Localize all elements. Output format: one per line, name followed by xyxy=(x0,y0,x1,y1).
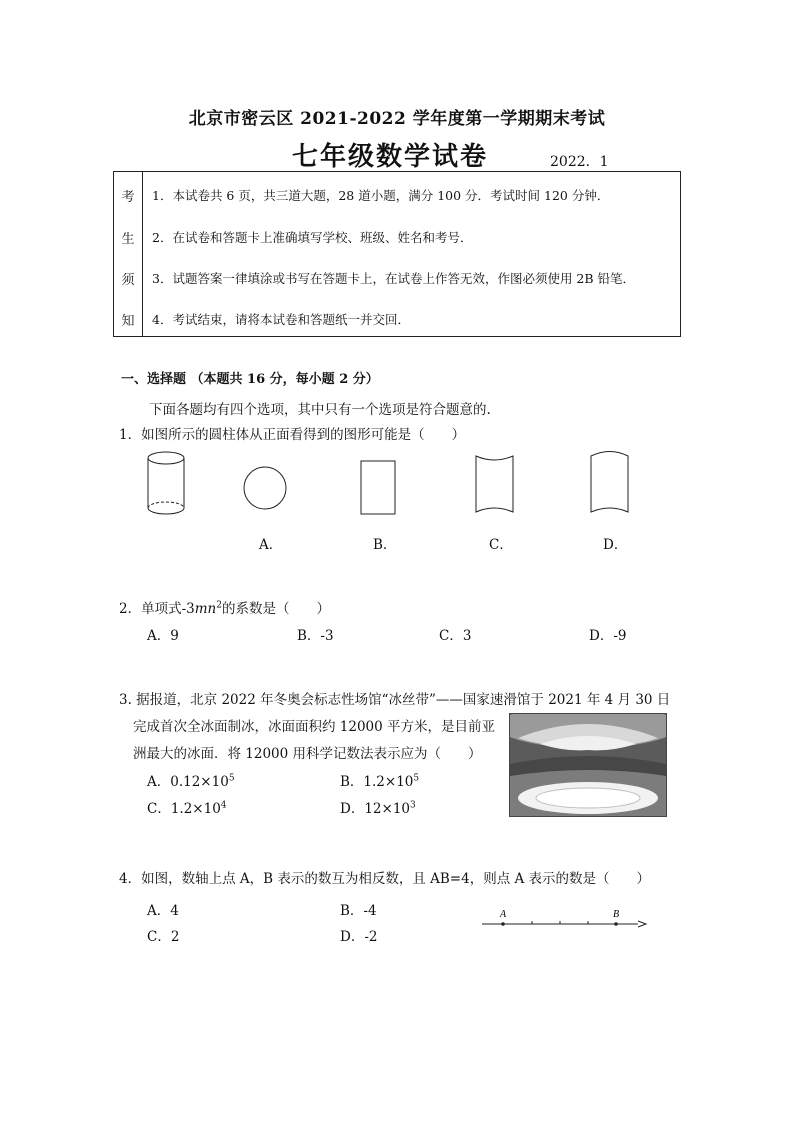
question-2-variable: mn xyxy=(194,601,217,617)
point-b-label: B xyxy=(613,909,620,920)
notice-box xyxy=(113,171,681,337)
option-text: C．1.2×10 xyxy=(147,801,221,817)
arena-photo-illustration xyxy=(510,714,666,816)
notice-item: 1．本试卷共 6 页，共三道大题，28 道小题，满分 100 分．考试时间 120 分钟． xyxy=(152,188,610,203)
notice-side-char: 考 xyxy=(121,190,135,205)
question-2-stem-prefix: 2．单项式-3 xyxy=(119,601,195,617)
question-3-option-a xyxy=(147,770,235,790)
exam-title-line1: 北京市密云区 2021-2022 学年度第一学期期末考试 xyxy=(188,109,606,129)
option-text: B．1.2×10 xyxy=(340,774,414,790)
point-a-mark xyxy=(501,922,505,926)
question-1-stem: 1．如图所示的圆柱体从正面看得到的图形可能是（ ） xyxy=(119,427,466,443)
question-1-option-d: D． xyxy=(603,537,628,553)
question-1-figures xyxy=(120,448,660,528)
notice-side-char: 知 xyxy=(121,314,135,329)
section-heading: 一、选择题 （本题共 16 分，每小题 2 分） xyxy=(121,372,379,387)
question-2-exponent: 2 xyxy=(216,600,222,611)
option-text: A．0.12×10 xyxy=(147,774,229,790)
notice-item: 2．在试卷和答题卡上准确填写学校、班级、姓名和考号． xyxy=(152,230,473,245)
option-exponent: 3 xyxy=(410,800,416,811)
question-4-stem: 4．如图，数轴上点 A，B 表示的数互为相反数，且 AB=4，则点 A 表示的数是（ ） xyxy=(119,871,651,887)
option-d-curved-shape xyxy=(591,452,628,513)
notice-item: 4．考试结束，请将本试卷和答题纸一并交回． xyxy=(152,312,410,327)
notice-side-label xyxy=(114,172,143,336)
cylinder-figure xyxy=(148,452,184,514)
question-3-option-b xyxy=(340,770,419,790)
question-1-option-c: C． xyxy=(489,537,513,553)
notice-item: 3．试题答案一律填涂或书写在答题卡上，在试卷上作答无效，作图必须使用 2B 铅笔． xyxy=(152,271,636,286)
question-2-stem xyxy=(119,597,330,617)
notice-side-char: 须 xyxy=(121,273,135,288)
section-instruction: 下面各题均有四个选项，其中只有一个选项是符合题意的. xyxy=(149,402,491,418)
question-3-line: 洲最大的冰面．将 12000 用科学记数法表示应为（ ） xyxy=(133,746,482,762)
point-b-mark xyxy=(614,922,618,926)
option-exponent: 5 xyxy=(228,773,235,784)
option-c-curved-shape xyxy=(476,456,513,512)
question-1-option-b: B． xyxy=(373,537,397,553)
question-3-option-d xyxy=(340,797,416,817)
number-line xyxy=(476,903,648,933)
point-a-label: A xyxy=(500,909,507,920)
option-a-circle xyxy=(244,467,286,509)
question-3-line: 3. 据报道，北京 2022 年冬奥会标志性场馆“冰丝带”——国家速滑馆于 2021 年 4 月 30 日 xyxy=(119,692,671,708)
question-3-line: 完成首次全冰面制冰，冰面面积约 12000 平方米，是目前亚 xyxy=(133,719,496,735)
question-1-option-a: A． xyxy=(259,537,283,553)
question-2-option-a: A．9 xyxy=(147,628,179,644)
option-exponent: 4 xyxy=(220,800,227,811)
question-2-option-c: C．3 xyxy=(439,628,472,644)
question-2-option-b: B．-3 xyxy=(297,628,334,644)
question-4-option-a: A．4 xyxy=(147,903,179,919)
question-3-option-c xyxy=(147,797,227,817)
exam-title: 七年级数学试卷 xyxy=(292,142,489,172)
option-text: D．12×10 xyxy=(340,801,410,817)
notice-side-char: 生 xyxy=(121,232,135,247)
speed-skating-oval-photo xyxy=(509,713,667,817)
option-exponent: 5 xyxy=(413,773,420,784)
question-4-option-c: C．2 xyxy=(147,929,180,945)
question-2-stem-suffix: 的系数是（ ） xyxy=(221,601,330,617)
option-b-rectangle xyxy=(361,461,395,514)
question-2-option-d: D．-9 xyxy=(589,628,627,644)
exam-date: 2022．1 xyxy=(550,154,609,170)
question-4-option-b: B．-4 xyxy=(340,903,377,919)
question-4-option-d: D．-2 xyxy=(340,929,378,945)
